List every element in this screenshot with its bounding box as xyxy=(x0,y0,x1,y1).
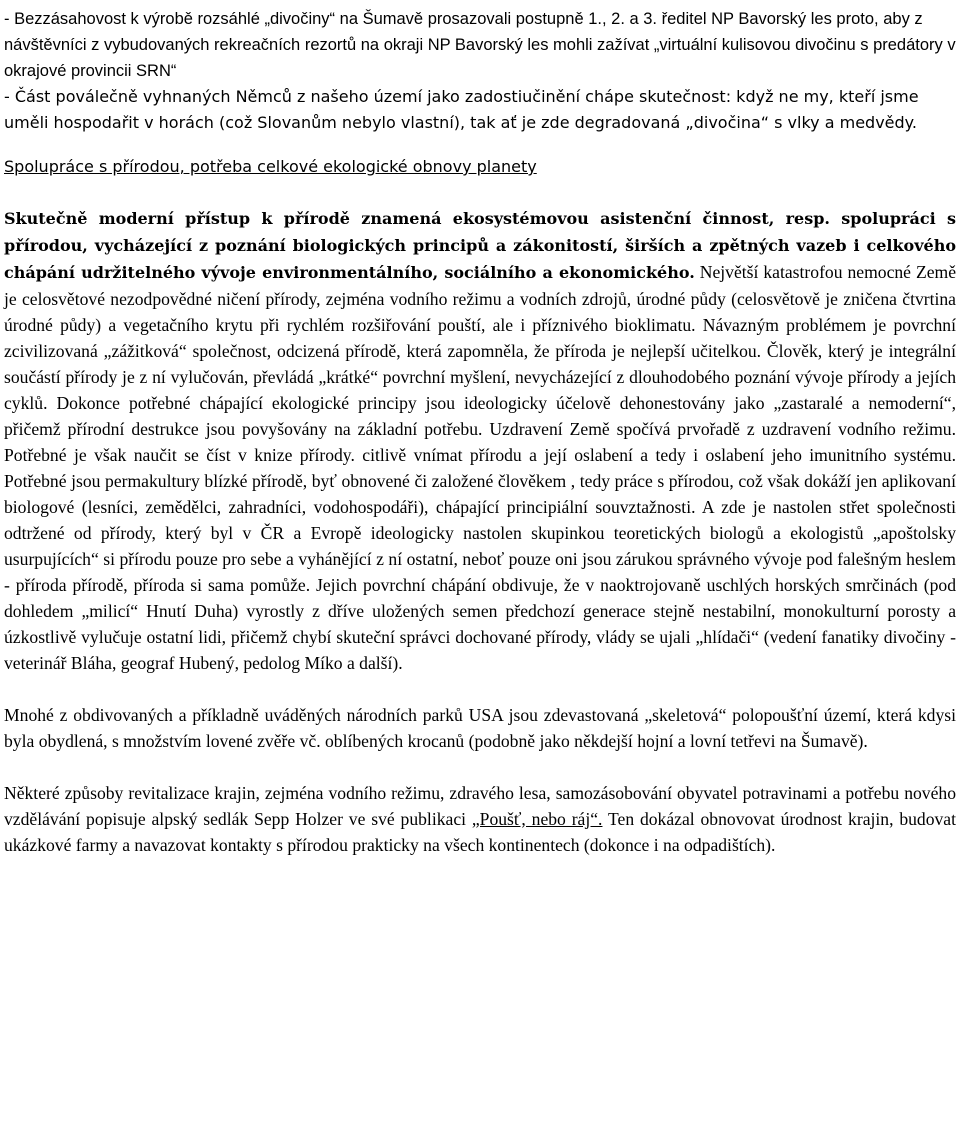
intro-section xyxy=(4,6,956,136)
intro-paragraph-bavarian: - Bezzásahovost k výrobě rozsáhlé „divočiny“ na Šumavě prosazovali postupně 1., 2. a 3. ředitel NP Bavorský les proto, aby z návštěvníci z vybudovaných rekreačních rezortů na okraji NP Bavorský les mohli zažívat „virtuální kulisovou divočinu s predátory v okrajové provincii SRN“ xyxy=(4,10,956,80)
holzer-paragraph xyxy=(4,780,956,858)
holzer-text-end: Ten dokázal obnovovat úrodnost krajin, budovat ukázkové farmy a navazovat kontakty s přírodou prakticky na všech kontinentech (dokonce i na odpadištích). xyxy=(4,809,956,855)
section-heading: Spolupráce s přírodou, potřeba celkové ekologické obnovy planety xyxy=(4,157,537,176)
book-title-link[interactable]: „Poušť, nebo ráj“. xyxy=(471,809,603,829)
holzer-text-start: Některé způsoby revitalizace krajin, zejména vodního režimu, zdravého lesa, samozásobování obyvatel potravinami a potřebu nového vzdělávání popisuje alpský sedlák Sepp Holzer ve své publikaci xyxy=(4,783,956,829)
main-paragraph xyxy=(4,205,956,676)
document-page xyxy=(4,6,956,858)
bold-lead-text: Skutečně moderní přístup k přírodě znamená ekosystémovou asistenční činnost, resp. spolupráci s přírodou, vycházející z poznání biologických principů a zákonitostí, širších a zpětných vazeb i celkového chápání udržitelného vývoje environmentálního, sociálního a ekonomického. xyxy=(4,209,956,282)
intro-paragraph-expelled: - Část poválečně vyhnaných Němců z našeho území jako zadostiučinění chápe skutečnost: když ne my, kteří jsme uměli hospodařit v horách (což Slovanům nebylo vlastní), tak ať je zde degradovaná „divočina“ s vlky a medvědy. xyxy=(4,87,919,132)
usa-parks-paragraph: Mnohé z obdivovaných a příkladně uváděných národních parků USA jsou zdevastovaná „skeletová“ polopoušťní území, která kdysi byla obydlená, s množstvím lovené zvěře vč. oblíbených krocanů (podobně jako někdejší hojní a lovní tetřevi na Šumavě). xyxy=(4,705,956,751)
main-body-text: Největší katastrofou nemocné Země je celosvětové nezodpovědné ničení přírody, zejména vodního režimu a vodních zdrojů, úrodné půdy (celosvětově je zničena čtvrtina úrodné půdy) a vegetačního krytu při rychlém rozšiřování pouští, ale i příznivého bioklimatu. Návazným problémem je povrchní zcivilizovaná „zážitková“ společnost, odcizená přírodě, která zapomněla, že příroda je nejlepší učitelkou. Člověk, který je integrální součástí přírody je z ní vylučován, převládá „krátké“ povrchní myšlení, nevycházející z dlouhodobého poznání vývoje přírody a jejích cyklů. Dokonce potřebné chápající ekologické principy jsou ideologicky účelově dehonestovány jako „zastaralé a nemoderní“, přičemž přírodní destrukce jsou povyšovány na základní potřebu. Uzdravení Země spočívá prvořadě z uzdravení vodního režimu. Potřebné je však naučit se číst v knize přírody. citlivě vnímat přírodu a její oslabení a tedy i oslabení jeho imunitního systému. Potřebné jsou permakultury blízké přírodě, byť obnovené či založené člověkem , tedy práce s přírodou, což však dokáží jen aplikovaní biologové (lesníci, zemědělci, zahradníci, vodohospodáři), chápající principiální souvztažnosti. A zde je nastolen střet společnosti odtržené od přírody, který byl v ČR a Evropě ideologicky nastolen skupinkou teoretických biologů a ekologistů „apoštolsky usurpujících“ si přírodu pouze pro sebe a vyhánějící z ní ostatní, neboť pouze oni jsou zárukou správného vývoje pod falešným heslem - příroda přírodě, příroda si sama pomůže. Jejich povrchní chápání obdivuje, že v naoktrojovaně uschlých horských smrčinách (pod dohledem „milicí“ Hnutí Duha) vyrostly z dříve uložených semen předchozí generace stejně nestabilní, monokulturní porosty a úzkostlivě vylučuje ostatní lidi, přičemž chybí skuteční správci dochované přírody, vlády se ujali „hlídači“ (vedení fanatiky divočiny - veterinář Bláha, geograf Hubený, pedolog Míko a další). xyxy=(4,262,956,673)
